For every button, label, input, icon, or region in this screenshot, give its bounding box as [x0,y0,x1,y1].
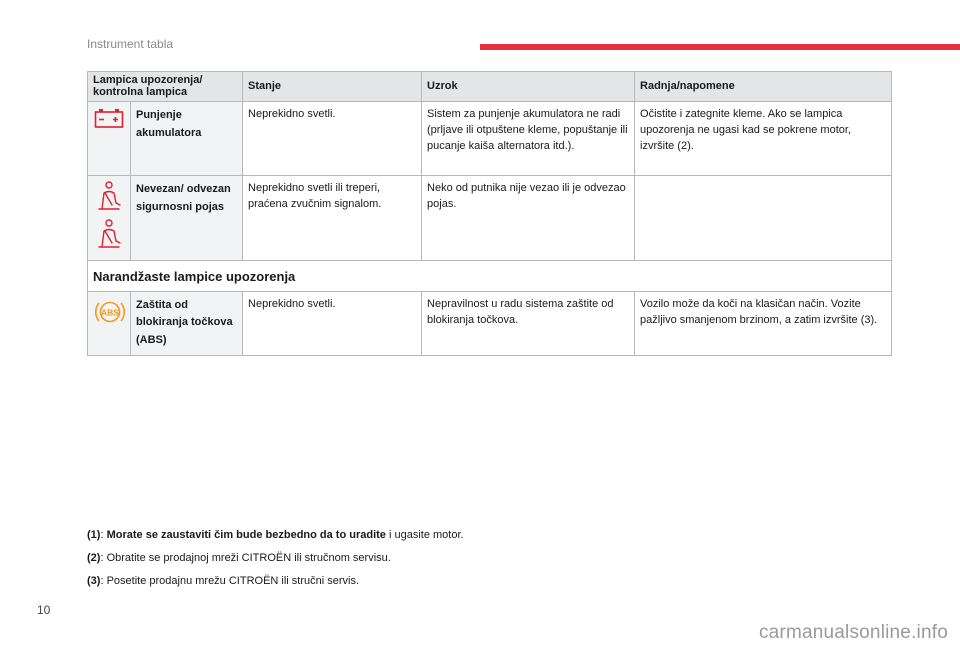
header-accent-bar [480,44,960,50]
column-header-lamp: Lampica upozorenja/ kontrolna lampica [88,72,243,102]
footnotes [87,529,464,598]
lamp-cause: Neko od putnika nije vezao ili je odvezao pojas. [422,176,635,261]
table-row [88,291,892,355]
table-row [88,102,892,176]
lamp-action: Očistite i zategnite kleme. Ako se lampica upozorenja ne ugasi kad se pokrene motor, izvršite (2). [635,102,892,176]
footnote-bold-text: Morate se zaustaviti čim bude bezbedno da to uradite [106,529,386,541]
section-header-row [88,261,892,292]
footnote-3 [87,575,464,588]
footnote-text: : Obratite se prodajnoj mreži CITROËN ili stručnom servisu. [100,552,391,564]
column-header-state: Stanje [243,72,422,102]
lamp-action: Vozilo može da koči na klasičan način. Vozite pažljivo smanjenom brzinom, a zatim izvršite (3). [635,291,892,355]
lamp-name: Nevezan/ odvezan sigurnosni pojas [131,176,243,261]
abs-icon [88,291,131,355]
lamp-action [635,176,892,261]
lamp-state: Neprekidno svetli. [243,291,422,355]
warning-lamps-table [87,71,892,356]
seatbelt-icon [88,176,131,261]
battery-icon [88,102,131,176]
lamp-cause: Nepravilnost u radu sistema zaštite od blokiranja točkova. [422,291,635,355]
footnote-ref: (1) [87,529,101,541]
page-number: 10 [37,603,51,617]
column-header-action: Radnja/napomene [635,72,892,102]
table-row [88,176,892,261]
lamp-state: Neprekidno svetli. [243,102,422,176]
lamp-name: Zaštita od blokiranja točkova (ABS) [131,291,243,355]
footnote-ref: (2) [87,552,101,564]
section-title-orange-lamps: Narandžaste lampice upozorenja [88,261,892,292]
svg-text:ABS: ABS [101,307,119,318]
table-header-row [88,72,892,102]
lamp-cause: Sistem za punjenje akumulatora ne radi (prljave ili otpuštene kleme, popuštanje ili pucanje kaiša alternatora itd.). [422,102,635,176]
column-header-cause: Uzrok [422,72,635,102]
lamp-state: Neprekidno svetli ili treperi, praćena zvučnim signalom. [243,176,422,261]
footnote-1: (1): Morate se zaustaviti čim bude bezbedno da to uradite i ugasite motor. [87,529,464,541]
lamp-name: Punjenje akumulatora [131,102,243,176]
footnote-2 [87,552,464,565]
footnote-ref: (3) [87,575,101,587]
footnote-text: i ugasite motor. [385,529,464,541]
page-header-title: Instrument tabla [87,37,174,51]
watermark: carmanualsonline.info [758,622,948,643]
footnote-text: : Posetite prodajnu mrežu CITROËN ili stručni servis. [100,575,360,587]
